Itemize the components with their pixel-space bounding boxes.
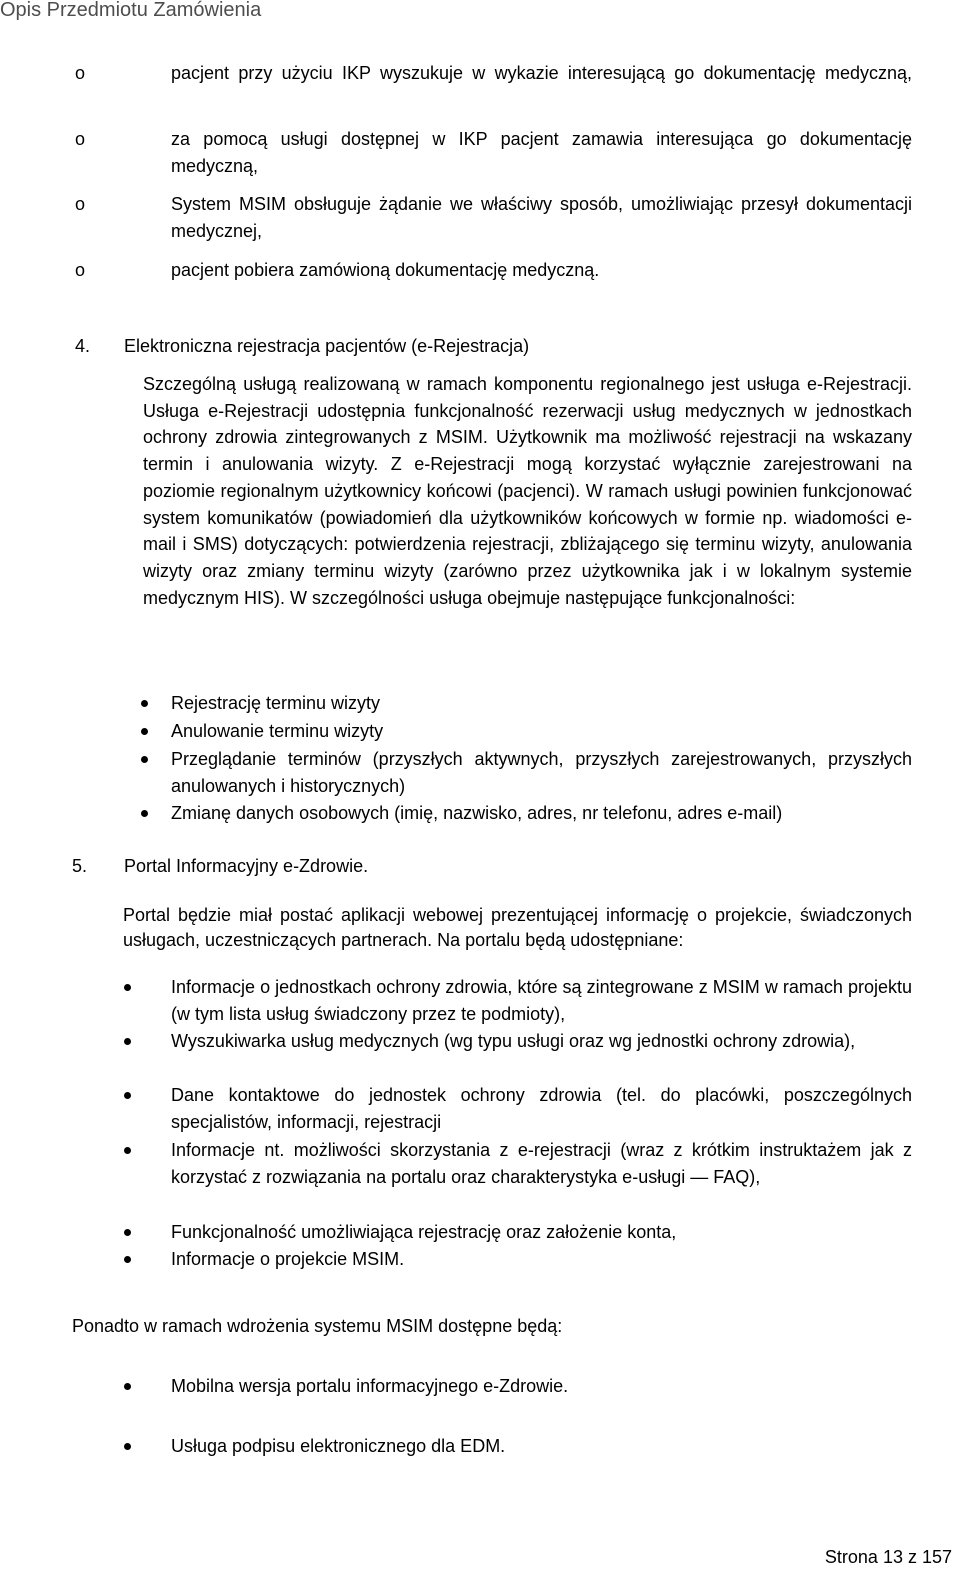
list-item: Informacje o projekcie MSIM. [171, 1249, 405, 1269]
section-4-title: Elektroniczna rejestracja pacjentów (e-Rejestracja) [124, 336, 530, 356]
list-item: pacjent pobiera zamówioną dokumentację medyczną. [171, 260, 600, 280]
list-item: Zmianę danych osobowych (imię, nazwisko, adres, nr telefonu, adres e-mail) [171, 803, 783, 823]
bullet-dot [124, 1256, 131, 1263]
list-marker: o [75, 129, 86, 149]
list-marker: o [75, 63, 86, 83]
list-item: Funkcjonalność umożliwiająca rejestrację oraz założenie konta, [171, 1222, 677, 1242]
bullet-dot [124, 1229, 131, 1236]
additional-intro: Ponadto w ramach wdrożenia systemu MSIM dostępne będą: [72, 1316, 563, 1336]
page-header-title: Opis Przedmiotu Zamówienia [0, 0, 262, 21]
bullet-dot [141, 810, 148, 817]
page-number: Strona 13 z 157 [824, 1547, 952, 1567]
list-item: Rejestrację terminu wizyty [171, 693, 381, 713]
bullet-dot [141, 700, 148, 707]
list-item: System MSIM obsługuje żądanie we właściwy sposób, umożliwiając przesył dokumentacji medycznej, [171, 194, 912, 241]
list-item: Usługa podpisu elektronicznego dla EDM. [171, 1436, 506, 1456]
list-marker: o [75, 260, 86, 280]
list-item: Informacje o jednostkach ochrony zdrowia, które są zintegrowane z MSIM w ramach projektu (w tym lista usług świadczony przez te podmioty), [171, 977, 912, 1024]
list-marker: o [75, 194, 86, 214]
bullet-dot [124, 984, 131, 991]
section-4-number: 4. [75, 336, 91, 356]
list-item: Dane kontaktowe do jednostek ochrony zdrowia (tel. do placówki, poszczególnych specjalistów, informacji, rejestracji [171, 1085, 912, 1132]
list-item: Anulowanie terminu wizyty [171, 721, 384, 741]
bullet-dot [124, 1038, 131, 1045]
section-5-number: 5. [72, 856, 88, 876]
section-4-paragraph: Szczególną usługą realizowaną w ramach komponentu regionalnego jest usługa e-Rejestracji. Usługa e-Rejestracji udostępnia funkcjonalność rezerwacji usług medycznych w jednostkach ochrony zdrowia zintegrowanych z MSIM. Użytkownik ma możliwość rejestracji na wskazany termin i anulowania wizyty. Z e-Rejestracji mogą korzystać wyłącznie zarejestrowani na poziomie regionalnym użytkownicy końcowi (pacjenci). W ramach usługi powinien funkcjonować system komunikatów (powiadomień dla użytkowników końcowych w formie np. wiadomości e-mail i SMS) dotyczących: potwierdzenia rejestracji, zbliżającego się terminu wizyty, anulowania wizyty oraz zmiany terminu wizyty (zarówno przez użytkownika jak i w lokalnym systemie medycznym HIS). W szczególności usługa obejmuje następujące funkcjonalności: [143, 374, 912, 608]
bullet-dot [124, 1443, 131, 1450]
list-item: Mobilna wersja portalu informacyjnego e-Zdrowie. [171, 1376, 569, 1396]
section-5-paragraph: Portal będzie miał postać aplikacji webowej prezentującej informację o projekcie, świadczonych usługach, uczestniczących partnerach. Na portalu będą udostępniane: [123, 905, 912, 950]
list-item: Przeglądanie terminów (przyszłych aktywnych, przyszłych zarejestrowanych, przyszłych anulowanych i historycznych) [171, 749, 912, 796]
bullet-dot [124, 1383, 131, 1390]
list-item: pacjent przy użyciu IKP wyszukuje w wykazie interesującą go dokumentację medyczną, [171, 63, 912, 83]
list-item: Wyszukiwarka usług medycznych (wg typu usługi oraz wg jednostki ochrony zdrowia), [171, 1031, 856, 1051]
bullet-dot [141, 728, 148, 735]
list-item: za pomocą usługi dostępnej w IKP pacjent zamawia interesująca go dokumentację medyczną, [171, 129, 912, 176]
bullet-dot [124, 1147, 131, 1154]
list-item: Informacje nt. możliwości skorzystania z e-rejestracji (wraz z krótkim instruktażem jak z korzystać z rozwiązania na portalu oraz charakterystyka e-usługi — FAQ), [171, 1140, 912, 1187]
section-5-title: Portal Informacyjny e-Zdrowie. [124, 856, 369, 876]
bullet-dot [124, 1092, 131, 1099]
bullet-dot [141, 756, 148, 763]
